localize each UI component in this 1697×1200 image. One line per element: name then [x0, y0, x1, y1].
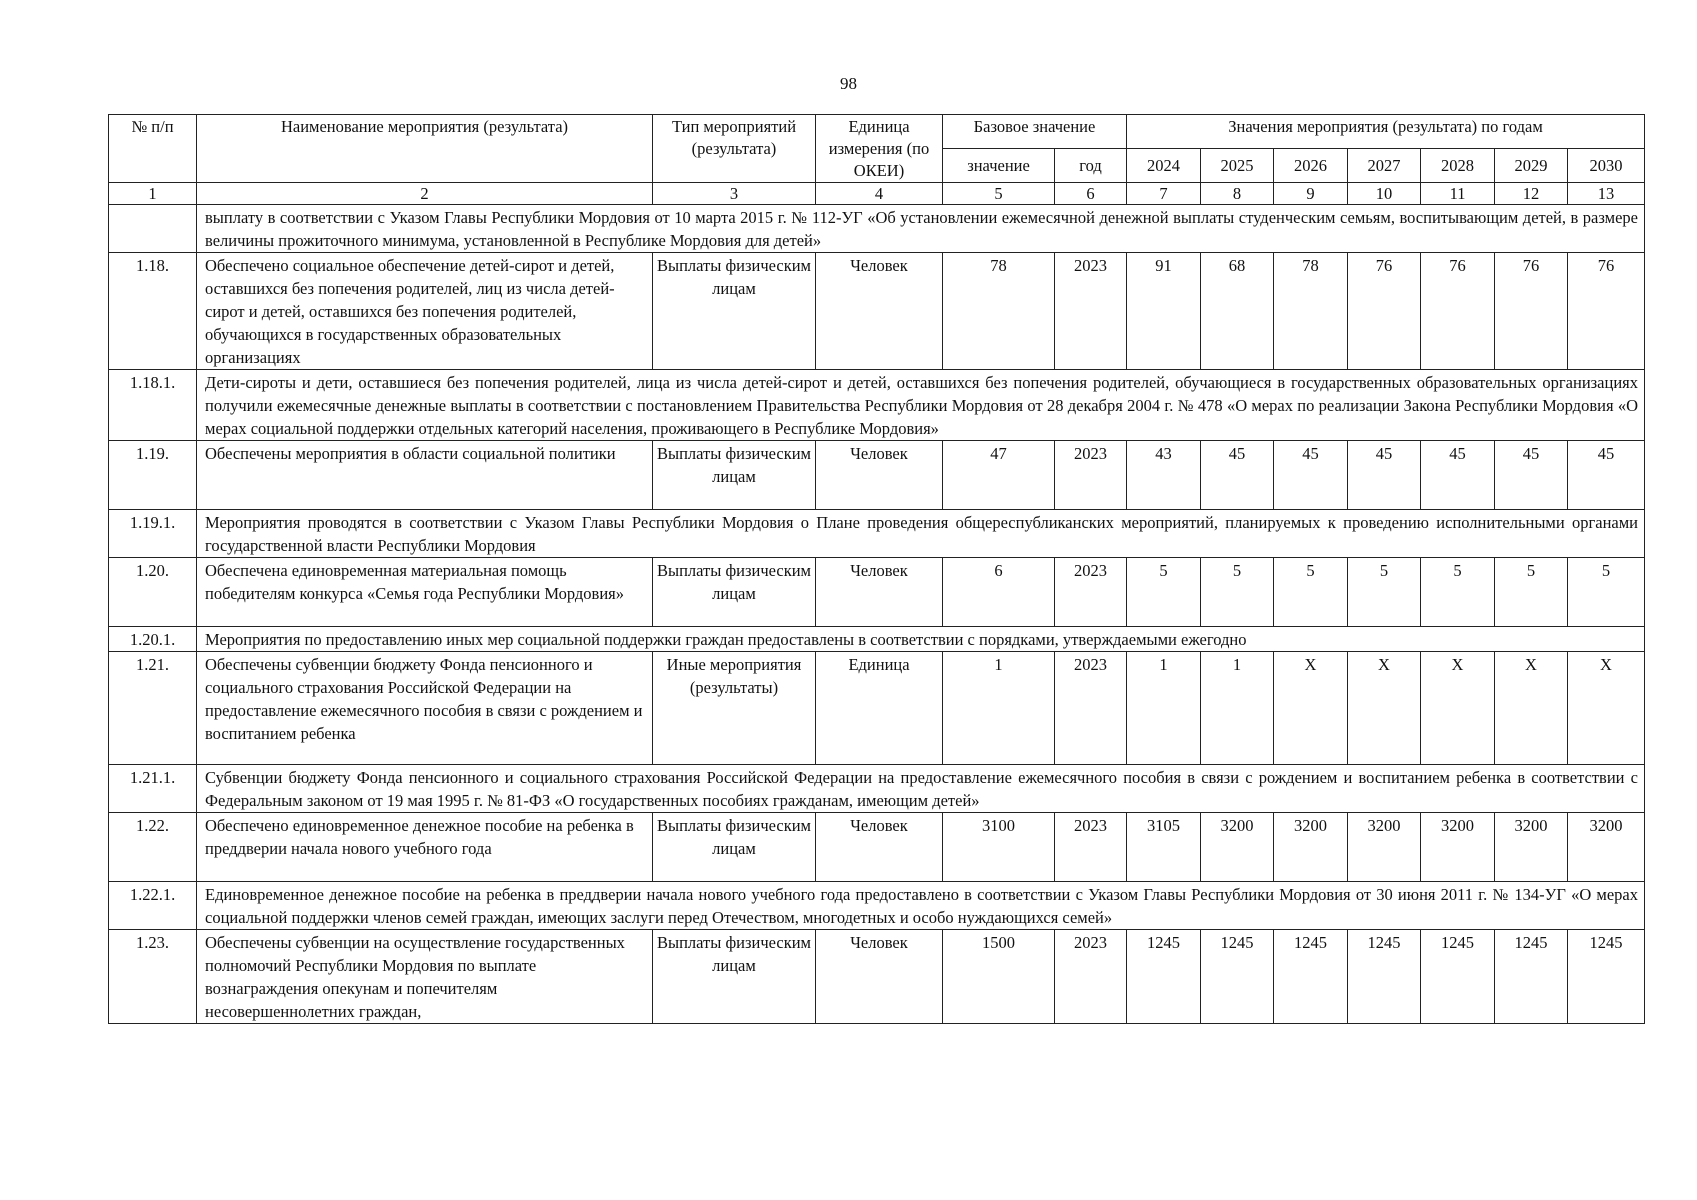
header-base-value: значение — [943, 149, 1055, 183]
column-number: 4 — [816, 183, 943, 205]
row-number: 1.19.1. — [109, 510, 197, 558]
row-unit: Человек — [816, 441, 943, 510]
row-base-year: 2023 — [1055, 652, 1127, 765]
row-year-value: 3200 — [1568, 813, 1645, 882]
row-unit: Человек — [816, 253, 943, 370]
text-row — [109, 205, 1645, 253]
row-year-value: 5 — [1348, 558, 1421, 627]
header-base: Базовое значение — [943, 115, 1127, 149]
row-name: Обеспечены мероприятия в области социальной политики — [197, 441, 653, 510]
row-name: Обеспечены субвенции бюджету Фонда пенсионного и социального страхования Российской Федерации на предоставление ежемесячного пособия в связи с рождением и воспитанием ребенка — [197, 652, 653, 765]
column-number: 7 — [1127, 183, 1201, 205]
column-number: 1 — [109, 183, 197, 205]
row-base-value: 47 — [943, 441, 1055, 510]
row-year-value: 1 — [1127, 652, 1201, 765]
column-number: 11 — [1421, 183, 1495, 205]
header-year: 2027 — [1348, 149, 1421, 183]
row-year-value: 5 — [1421, 558, 1495, 627]
column-number: 3 — [653, 183, 816, 205]
row-base-value: 3100 — [943, 813, 1055, 882]
row-base-year: 2023 — [1055, 253, 1127, 370]
events-table — [108, 114, 1645, 1024]
row-year-value: 45 — [1495, 441, 1568, 510]
row-name: Обеспечено единовременное денежное пособие на ребенка в преддверии начала нового учебного года — [197, 813, 653, 882]
row-type: Выплаты физическим лицам — [653, 813, 816, 882]
row-year-value: X — [1421, 652, 1495, 765]
header-year: 2024 — [1127, 149, 1201, 183]
row-description: Мероприятия по предоставлению иных мер социальной поддержки граждан предоставлены в соответствии с порядками, утверждаемыми ежегодно — [197, 627, 1645, 652]
column-number: 8 — [1201, 183, 1274, 205]
row-year-value: 3200 — [1421, 813, 1495, 882]
header-year: 2026 — [1274, 149, 1348, 183]
row-type: Выплаты физическим лицам — [653, 441, 816, 510]
data-row — [109, 253, 1645, 370]
data-row — [109, 441, 1645, 510]
data-row — [109, 813, 1645, 882]
row-year-value: 3105 — [1127, 813, 1201, 882]
row-type: Выплаты физическим лицам — [653, 558, 816, 627]
row-year-value: 1245 — [1201, 930, 1274, 1024]
row-unit: Человек — [816, 930, 943, 1024]
row-number: 1.23. — [109, 930, 197, 1024]
header-year: 2029 — [1495, 149, 1568, 183]
row-base-year: 2023 — [1055, 441, 1127, 510]
row-year-value: 3200 — [1201, 813, 1274, 882]
row-year-value: X — [1568, 652, 1645, 765]
row-base-year: 2023 — [1055, 813, 1127, 882]
column-number: 13 — [1568, 183, 1645, 205]
row-description: выплату в соответствии с Указом Главы Республики Мордовия от 10 марта 2015 г. № 112-УГ «Об установлении ежемесячной денежной выплаты студенческим семьям, воспитывающим детей, в размере величины прожиточного минимума, установленной в Республике Мордовия для детей» — [197, 205, 1645, 253]
row-number: 1.18.1. — [109, 370, 197, 441]
row-description: Дети-сироты и дети, оставшиеся без попечения родителей, лица из числа детей-сирот и детей, оставшихся без попечения родителей, обучающиеся в государственных образовательных организациях получили ежемесячные денежные выплаты в соответствии с постановлением Правительства Республики Мордовия от 28 декабря 2004 г. № 478 «О мерах по реализации Закона Республики Мордовия «О мерах социальной поддержки отдельных категорий населения, проживающего в Республике Мордовия» — [197, 370, 1645, 441]
row-year-value: 5 — [1201, 558, 1274, 627]
row-number: 1.22. — [109, 813, 197, 882]
row-year-value: 5 — [1568, 558, 1645, 627]
text-row — [109, 627, 1645, 652]
row-number: 1.20.1. — [109, 627, 197, 652]
text-row — [109, 510, 1645, 558]
row-description: Мероприятия проводятся в соответствии с Указом Главы Республики Мордовия о Плане проведения общереспубликанских мероприятий, планируемых к проведению исполнительными органами государственной власти Республики Мордовия — [197, 510, 1645, 558]
row-number: 1.21. — [109, 652, 197, 765]
row-year-value: 91 — [1127, 253, 1201, 370]
row-name: Обеспечены субвенции на осуществление государственных полномочий Республики Мордовия по выплате вознаграждения опекунам и попечителям несовершеннолетних граждан, — [197, 930, 653, 1024]
data-row — [109, 930, 1645, 1024]
row-year-value: 45 — [1348, 441, 1421, 510]
row-description: Единовременное денежное пособие на ребенка в преддверии начала нового учебного года предоставлено в соответствии с Указом Главы Республики Мордовия от 30 июня 2011 г. № 134-УГ «О мерах социальной поддержки членов семей граждан, имеющих заслуги перед Отечеством, многодетных и особо нуждающихся семей» — [197, 882, 1645, 930]
row-year-value: 5 — [1274, 558, 1348, 627]
row-year-value: 3200 — [1348, 813, 1421, 882]
column-number: 5 — [943, 183, 1055, 205]
row-year-value: 76 — [1421, 253, 1495, 370]
header-year: 2028 — [1421, 149, 1495, 183]
row-unit: Человек — [816, 558, 943, 627]
column-number: 12 — [1495, 183, 1568, 205]
page-number: 98 — [840, 74, 857, 93]
header-year: 2025 — [1201, 149, 1274, 183]
row-year-value: 5 — [1495, 558, 1568, 627]
row-description: Субвенции бюджету Фонда пенсионного и социального страхования Российской Федерации на предоставление ежемесячного пособия в связи с рождением и воспитанием ребенка в соответствии с Федеральным законом от 19 мая 1995 г. № 81-ФЗ «О государственных пособиях гражданам, имеющим детей» — [197, 765, 1645, 813]
row-number: 1.19. — [109, 441, 197, 510]
row-year-value: 1245 — [1127, 930, 1201, 1024]
row-year-value: 5 — [1127, 558, 1201, 627]
row-year-value: 3200 — [1495, 813, 1568, 882]
row-year-value: X — [1348, 652, 1421, 765]
row-unit: Человек — [816, 813, 943, 882]
row-number: 1.20. — [109, 558, 197, 627]
row-year-value: 76 — [1495, 253, 1568, 370]
row-base-value: 1 — [943, 652, 1055, 765]
header-num: № п/п — [109, 115, 197, 183]
row-year-value: 45 — [1274, 441, 1348, 510]
row-base-value: 1500 — [943, 930, 1055, 1024]
row-type: Выплаты физическим лицам — [653, 253, 816, 370]
row-year-value: X — [1274, 652, 1348, 765]
row-year-value: 1 — [1201, 652, 1274, 765]
row-number: 1.21.1. — [109, 765, 197, 813]
header-unit: Единица измерения (по ОКЕИ) — [816, 115, 943, 183]
row-year-value: 45 — [1568, 441, 1645, 510]
data-row — [109, 558, 1645, 627]
row-base-value: 6 — [943, 558, 1055, 627]
row-unit: Единица — [816, 652, 943, 765]
row-number: 1.18. — [109, 253, 197, 370]
header-base-year: год — [1055, 149, 1127, 183]
data-row — [109, 652, 1645, 765]
row-base-year: 2023 — [1055, 558, 1127, 627]
text-row — [109, 765, 1645, 813]
header-year: 2030 — [1568, 149, 1645, 183]
header-type: Тип мероприятий (результата) — [653, 115, 816, 183]
header-row — [109, 115, 1645, 149]
row-year-value: 45 — [1201, 441, 1274, 510]
row-year-value: 45 — [1421, 441, 1495, 510]
row-year-value: 3200 — [1274, 813, 1348, 882]
row-year-value: 1245 — [1421, 930, 1495, 1024]
row-year-value: 1245 — [1348, 930, 1421, 1024]
row-year-value: 78 — [1274, 253, 1348, 370]
row-number — [109, 205, 197, 253]
row-year-value: 1245 — [1495, 930, 1568, 1024]
column-number: 9 — [1274, 183, 1348, 205]
column-number: 2 — [197, 183, 653, 205]
column-numbers-row — [109, 183, 1645, 205]
column-number: 10 — [1348, 183, 1421, 205]
row-year-value: 1245 — [1568, 930, 1645, 1024]
row-base-value: 78 — [943, 253, 1055, 370]
header-name: Наименование мероприятия (результата) — [197, 115, 653, 183]
text-row — [109, 370, 1645, 441]
row-year-value: 43 — [1127, 441, 1201, 510]
row-year-value: 76 — [1568, 253, 1645, 370]
row-name: Обеспечено социальное обеспечение детей-сирот и детей, оставшихся без попечения родителей, лиц из числа детей-сирот и детей, оставшихся без попечения родителей, обучающихся в государственных образовательных организациях — [197, 253, 653, 370]
row-year-value: X — [1495, 652, 1568, 765]
row-year-value: 76 — [1348, 253, 1421, 370]
row-number: 1.22.1. — [109, 882, 197, 930]
row-year-value: 68 — [1201, 253, 1274, 370]
row-name: Обеспечена единовременная материальная помощь победителям конкурса «Семья года Республики Мордовия» — [197, 558, 653, 627]
row-year-value: 1245 — [1274, 930, 1348, 1024]
column-number: 6 — [1055, 183, 1127, 205]
row-type: Выплаты физическим лицам — [653, 930, 816, 1024]
row-type: Иные мероприятия (результаты) — [653, 652, 816, 765]
text-row — [109, 882, 1645, 930]
row-base-year: 2023 — [1055, 930, 1127, 1024]
header-years-group: Значения мероприятия (результата) по годам — [1127, 115, 1645, 149]
